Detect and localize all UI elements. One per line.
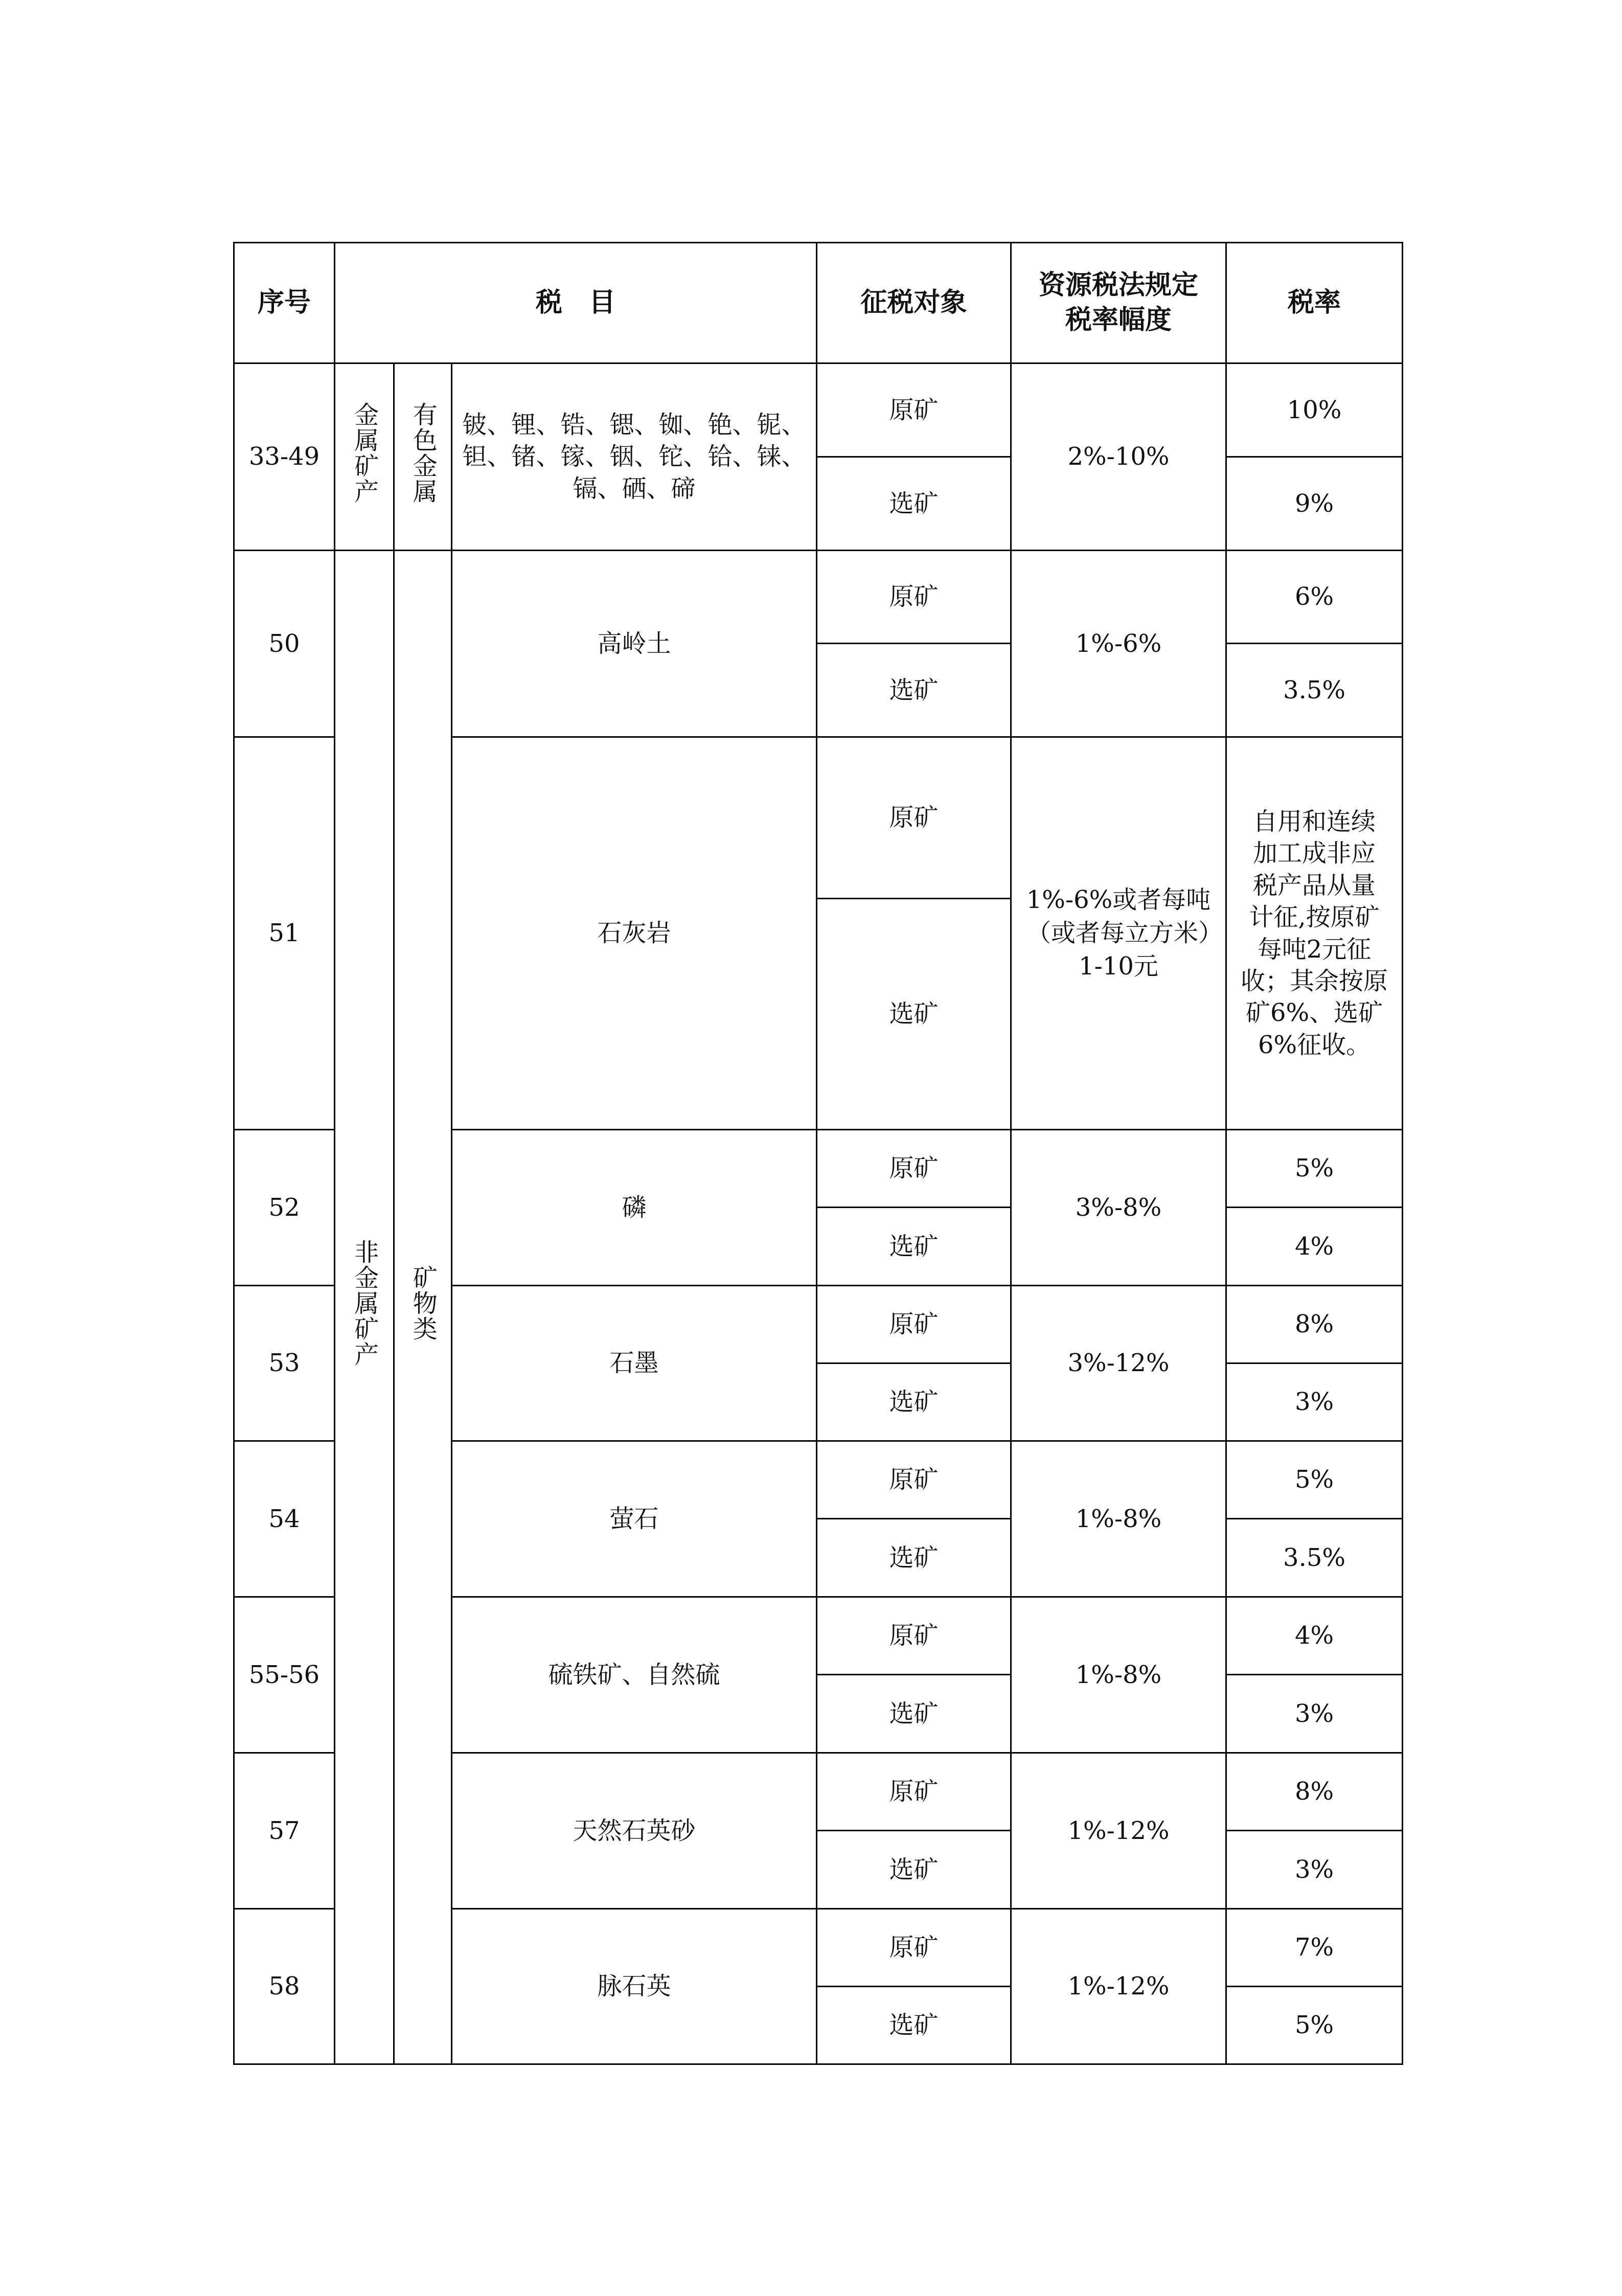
- seq-cell: 58: [234, 1909, 335, 2064]
- rate-note-line: 矿6%、选矿: [1245, 998, 1383, 1028]
- object-cell: 选矿: [817, 1519, 1011, 1597]
- table-row: [234, 551, 1403, 644]
- mineral-list-cell: [452, 363, 817, 551]
- object-cell: 原矿: [817, 737, 1011, 899]
- table-row: [234, 363, 1403, 457]
- seq-cell: 57: [234, 1753, 335, 1909]
- range-cell: 3%-8%: [1011, 1130, 1226, 1286]
- object-cell: 原矿: [817, 1441, 1011, 1519]
- seq-cell: 55-56: [234, 1597, 335, 1753]
- mineral-line: 钽、锗、镓、铟、铊、铪、铼、: [462, 442, 806, 471]
- nonmetal-category-label: 非金属矿产: [350, 1239, 379, 1368]
- mineral-name-cell: 磷: [452, 1130, 817, 1286]
- header-row: [234, 243, 1403, 363]
- rate-cell: 8%: [1226, 1753, 1403, 1831]
- range-cell: 1%-6%: [1011, 551, 1226, 737]
- mineral-name-cell: 天然石英砂: [452, 1753, 817, 1909]
- header-range-line: 税率幅度: [1065, 304, 1172, 335]
- range-cell: 1%-8%: [1011, 1597, 1226, 1753]
- object-cell: 原矿: [817, 1909, 1011, 1987]
- rate-cell: 3%: [1226, 1831, 1403, 1909]
- header-range: [1011, 243, 1226, 363]
- seq-cell: 51: [234, 737, 335, 1130]
- subcategory-cell: [394, 363, 452, 551]
- subcategory-label: 有色金属: [408, 401, 438, 504]
- rate-cell: 9%: [1226, 457, 1403, 551]
- rate-cell: 5%: [1226, 1987, 1403, 2064]
- object-cell: 选矿: [817, 644, 1011, 737]
- rate-cell: 4%: [1226, 1208, 1403, 1286]
- seq-cell: 54: [234, 1441, 335, 1597]
- rate-note-line: 税产品从量: [1253, 871, 1376, 900]
- object-cell: 原矿: [817, 1130, 1011, 1208]
- range-cell: 1%-12%: [1011, 1909, 1226, 2064]
- object-cell: 选矿: [817, 1831, 1011, 1909]
- category-label: 金属矿产: [350, 401, 379, 504]
- rate-cell: 3%: [1226, 1675, 1403, 1753]
- range-cell: 1%-8%: [1011, 1441, 1226, 1597]
- rate-cell: 3.5%: [1226, 1519, 1403, 1597]
- object-cell: 原矿: [817, 551, 1011, 644]
- object-cell: 原矿: [817, 1753, 1011, 1831]
- mineral-name-cell: 脉石英: [452, 1909, 817, 2064]
- seq-cell: 50: [234, 551, 335, 737]
- mineral-name-cell: 高岭土: [452, 551, 817, 737]
- rate-note-line: 自用和连续: [1253, 807, 1376, 836]
- resource-tax-table: [233, 242, 1403, 2065]
- range-cell: 1%-12%: [1011, 1753, 1226, 1909]
- rate-cell: 10%: [1226, 363, 1403, 457]
- header-range-line: 资源税法规定: [1039, 269, 1199, 301]
- object-cell: 选矿: [817, 899, 1011, 1130]
- rate-note-line: 6%征收。: [1258, 1030, 1371, 1059]
- rate-note-line: 每吨2元征: [1257, 935, 1372, 964]
- rate-cell: 4%: [1226, 1597, 1403, 1675]
- object-cell: 选矿: [817, 457, 1011, 551]
- header-seq: 序号: [234, 243, 335, 363]
- object-cell: 原矿: [817, 363, 1011, 457]
- range-cell: 2%-10%: [1011, 363, 1226, 551]
- rate-note-cell: [1226, 737, 1403, 1130]
- object-cell: 选矿: [817, 1363, 1011, 1441]
- rate-cell: 5%: [1226, 1441, 1403, 1519]
- category-cell: [335, 363, 394, 551]
- rate-cell: 8%: [1226, 1286, 1403, 1363]
- object-cell: 选矿: [817, 1675, 1011, 1753]
- rate-cell: 3.5%: [1226, 644, 1403, 737]
- range-cell: 3%-12%: [1011, 1286, 1226, 1441]
- mineral-line: 镉、硒、碲: [573, 474, 696, 503]
- object-cell: 原矿: [817, 1286, 1011, 1363]
- range-cell: 1%-6%或者每吨（或者每立方米）1-10元: [1011, 737, 1226, 1130]
- nonmetal-category-cell: [335, 551, 394, 2064]
- mineral-line: 铍、锂、锆、锶、铷、铯、铌、: [462, 410, 806, 439]
- rate-note-line: 加工成非应: [1253, 839, 1376, 868]
- mineral-name-cell: 萤石: [452, 1441, 817, 1597]
- rate-cell: 6%: [1226, 551, 1403, 644]
- seq-cell: 52: [234, 1130, 335, 1286]
- rate-cell: 3%: [1226, 1363, 1403, 1441]
- mineral-name-cell: 硫铁矿、自然硫: [452, 1597, 817, 1753]
- object-cell: 原矿: [817, 1597, 1011, 1675]
- header-item: 税 目: [335, 243, 817, 363]
- header-rate: 税率: [1226, 243, 1403, 363]
- nonmetal-subcategory-label: 矿物类: [408, 1265, 438, 1342]
- rate-note-line: 收；其余按原: [1241, 966, 1388, 995]
- seq-cell: 33-49: [234, 363, 335, 551]
- rate-cell: 5%: [1226, 1130, 1403, 1208]
- mineral-name-cell: 石墨: [452, 1286, 817, 1441]
- rate-note-line: 计征,按原矿: [1249, 903, 1380, 932]
- object-cell: 选矿: [817, 1987, 1011, 2064]
- rate-cell: 7%: [1226, 1909, 1403, 1987]
- seq-cell: 53: [234, 1286, 335, 1441]
- mineral-name-cell: 石灰岩: [452, 737, 817, 1130]
- object-cell: 选矿: [817, 1208, 1011, 1286]
- nonmetal-subcategory-cell: [394, 551, 452, 2064]
- header-object: 征税对象: [817, 243, 1011, 363]
